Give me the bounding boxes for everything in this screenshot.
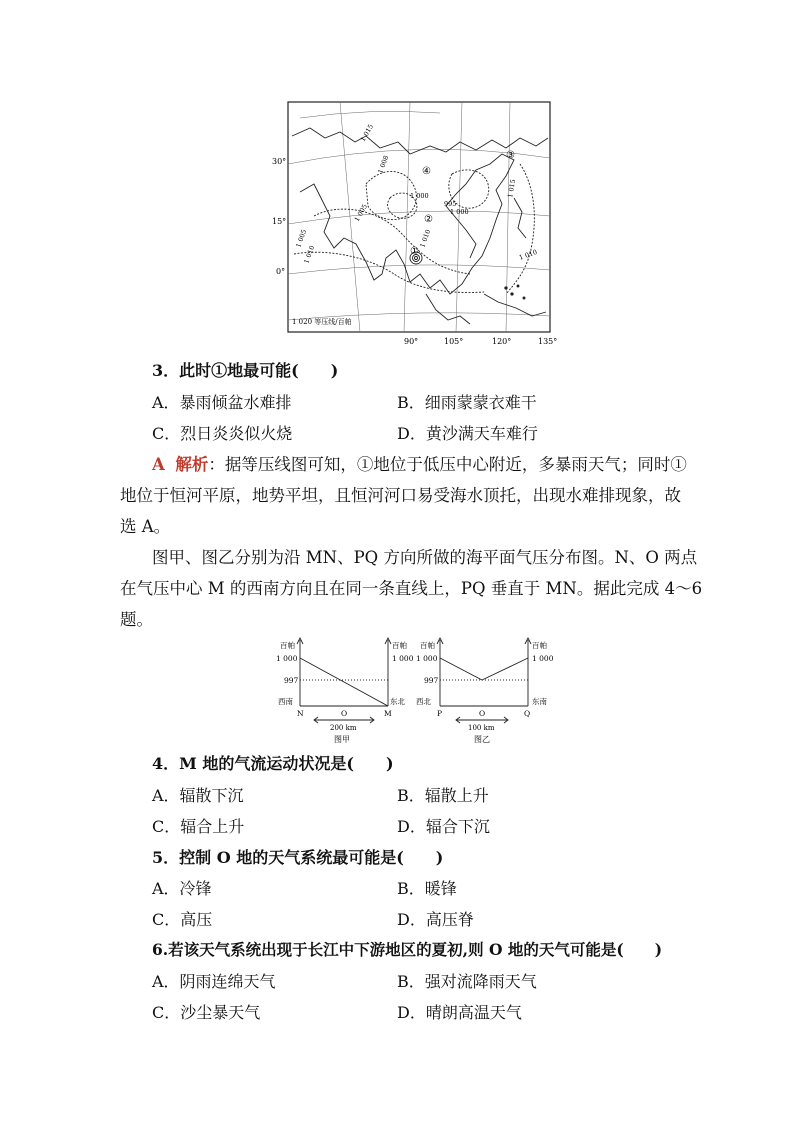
analysis-line-3: 选 A。: [120, 517, 171, 536]
jia-distance: 200 km: [330, 724, 357, 732]
intro-line-2: 在气压中心 M 的西南方向且在同一条直线上，PQ 垂直于 MN。据此完成 4～6: [120, 579, 703, 598]
isobar-label: 1 000: [410, 192, 429, 200]
q5-option-c[interactable]: C．高压: [152, 910, 213, 929]
isobar-label: 1 015: [506, 178, 518, 199]
yi-dir-right: 东南: [532, 697, 547, 706]
yi-dir-left: 西北: [416, 697, 431, 706]
yi-tick-1000: 1 000: [416, 654, 438, 663]
isobar-label: 1 005: [294, 228, 309, 249]
q4-option-c[interactable]: C．辐合上升: [152, 817, 245, 836]
intro-line-3: 题。: [120, 610, 153, 629]
analysis-line-1: ：据等压线图可知，①地位于低压中心附近，多暴雨天气；同时①: [208, 455, 687, 474]
analysis-line-2: 地位于恒河平原，地势平坦，且恒河河口易受海水顶托，出现水难排现象，故: [120, 486, 681, 505]
isobar-label: 1 005: [352, 202, 370, 223]
jia-tick-997: 997: [284, 676, 299, 685]
analysis-label: 解析: [175, 455, 209, 474]
q4-option-a[interactable]: A．辐散下沉: [152, 786, 244, 805]
jia-point-m: M: [384, 709, 392, 718]
circled-label-4: ④: [422, 166, 431, 177]
isobar-label: 1 010: [418, 228, 433, 249]
q6-option-c[interactable]: C．沙尘暴天气: [152, 1003, 261, 1022]
jia-tick-1000: 1 000: [276, 654, 298, 663]
jia-dir-left: 西南: [278, 697, 293, 706]
q3-option-a[interactable]: A．暴雨倾盆水难排: [152, 393, 292, 412]
jia-point-n: N: [297, 709, 304, 718]
q3-option-d[interactable]: D．黄沙满天车难行: [397, 424, 538, 443]
yi-unit-left: 百帕: [420, 641, 435, 650]
jia-unit-right: 百帕: [392, 641, 407, 650]
yi-point-q: Q: [524, 709, 531, 718]
yi-distance: 100 km: [468, 724, 495, 732]
isobar-label: 1 008: [376, 154, 391, 175]
q5-stem: 5．控制 O 地的天气系统最可能是( ): [152, 848, 444, 867]
q5-option-d[interactable]: D．高压脊: [397, 910, 474, 929]
jia-point-o: O: [341, 709, 348, 718]
map-legend: 1 020 等压线/百帕: [292, 318, 352, 326]
q6-option-d[interactable]: D．晴朗高温天气: [397, 1003, 522, 1022]
lon-label-105: 105°: [444, 337, 464, 346]
q3-option-c[interactable]: C．烈日炎炎似火烧: [152, 424, 293, 443]
q3-analysis: [120, 449, 687, 542]
q6-option-b[interactable]: B．强对流降雨天气: [397, 972, 537, 991]
yi-tick-1000-right: 1 000: [532, 654, 554, 663]
q3-answer: A: [152, 455, 165, 474]
q6-stem: 6.若该天气系统出现于长江中下游地区的夏初,则 O 地的天气可能是( ): [152, 940, 663, 959]
jia-caption: 图甲: [334, 735, 350, 744]
q4-option-b[interactable]: B．辐散上升: [397, 786, 489, 805]
lat-label-15: 15°: [272, 217, 287, 226]
q4-option-d[interactable]: D．辐合下沉: [397, 817, 490, 836]
jia-tick-1000-right: 1 000: [392, 654, 414, 663]
q6-option-a[interactable]: A．阴雨连绵天气: [152, 972, 276, 991]
q3-stem: 3．此时①地最可能( ): [152, 361, 339, 380]
q5-option-a[interactable]: A．冷锋: [152, 879, 212, 898]
isobar-label: 1 010: [302, 244, 317, 265]
circled-label-3: ③: [506, 150, 515, 161]
intro-line-1: 图甲、图乙分别为沿 MN、PQ 方向所做的海平面气压分布图。N、O 两点: [152, 548, 698, 567]
lon-label-120: 120°: [492, 337, 512, 346]
yi-point-o: O: [479, 709, 486, 718]
yi-tick-997: 997: [424, 676, 439, 685]
isobar-map: [270, 98, 560, 348]
isobar-label: 995: [444, 200, 457, 208]
lon-label-90: 90°: [404, 337, 419, 346]
intro-paragraph: [120, 542, 703, 635]
jia-unit-left: 百帕: [280, 641, 295, 650]
circled-label-2: ②: [424, 214, 433, 225]
pressure-profiles: [270, 636, 560, 744]
q4-stem: 4．M 地的气流运动状况是( ): [152, 754, 394, 773]
isobar-label: 1 015: [358, 122, 376, 143]
circled-label-1: ①: [410, 246, 419, 257]
lon-label-135: 135°: [538, 337, 558, 346]
q5-option-b[interactable]: B．暖锋: [397, 879, 457, 898]
lat-label-0: 0°: [276, 267, 286, 276]
isobar-label: 1 010: [517, 247, 539, 262]
q3-option-b[interactable]: B．细雨蒙蒙衣难干: [397, 393, 537, 412]
jia-dir-right: 东北: [390, 697, 405, 706]
lat-label-30: 30°: [272, 157, 287, 166]
yi-point-p: P: [437, 709, 443, 718]
yi-unit-right: 百帕: [532, 641, 547, 650]
isobar-label: 1 000: [450, 208, 469, 216]
yi-caption: 图乙: [474, 735, 490, 744]
